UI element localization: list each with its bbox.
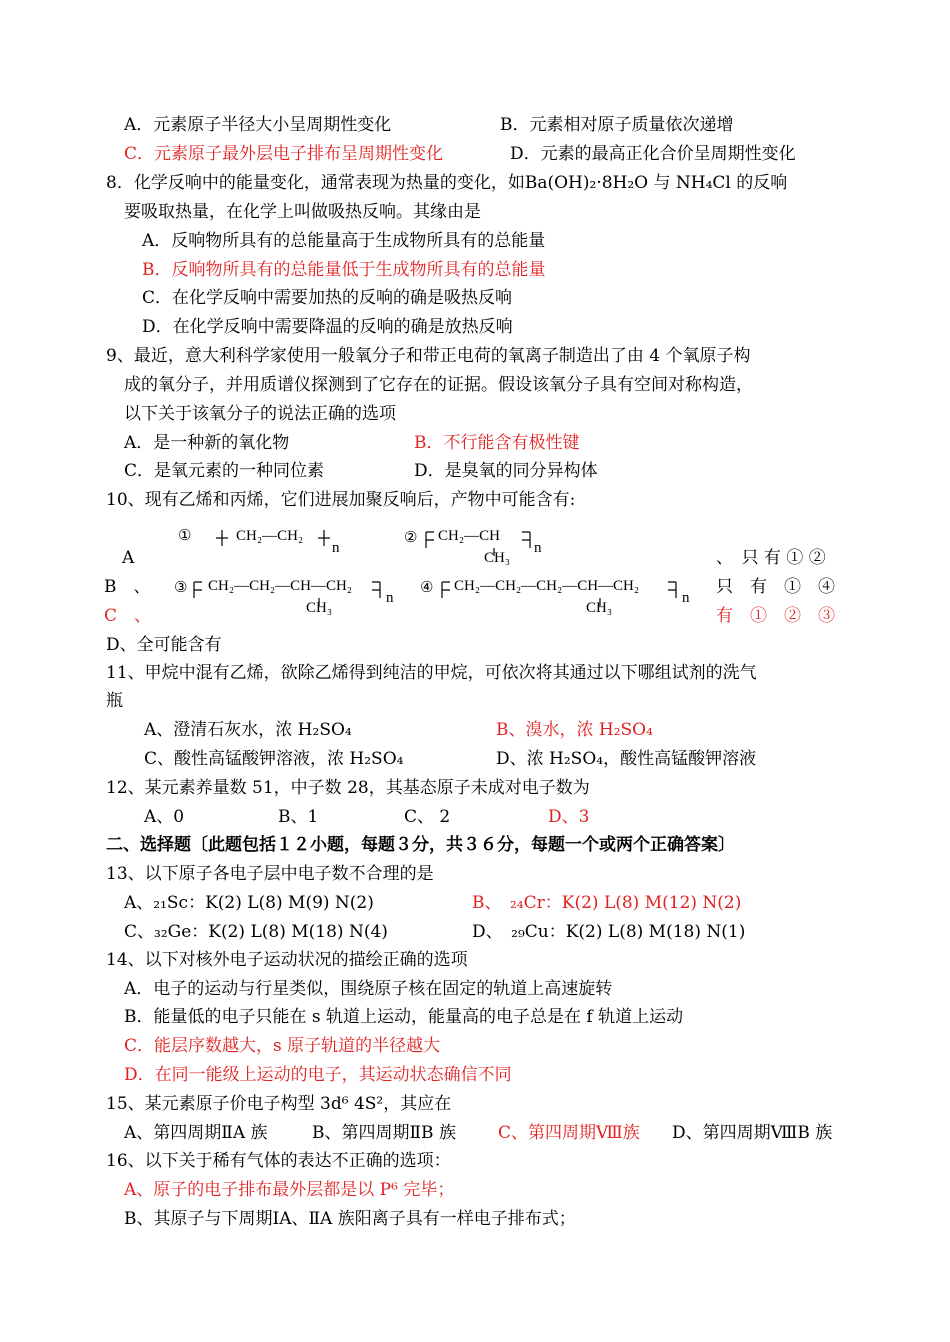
q14-option-a: A．电子的运动与行星类似，围绕原子核在固定的轨道上高速旋转: [124, 979, 613, 999]
q8-option-c: C．在化学反响中需要加热的反响的确是吸热反响: [142, 288, 513, 308]
q9-stem-line1: 9、最近，意大利科学家使用一般氧分子和带正电荷的氧离子制造出了由 4 个氧原子构: [106, 346, 751, 366]
q10-option-c-text: 有 ① ② ③: [716, 606, 835, 626]
polymer-2-substituent: CH₃: [484, 550, 511, 566]
q10-option-a-text: 、 只 有 ① ②: [716, 548, 826, 568]
q7-option-b: B．元素相对原子质量依次递增: [500, 115, 734, 135]
q14-option-b: B．能量低的电子只能在 s 轨道上运动，能量高的电子总是在 f 轨道上运动: [124, 1007, 684, 1027]
q13-option-d: D、 ₂₉Cu：K(2) L(8) M(18) N(1): [472, 922, 746, 942]
polymer-4-chain: CH₂—CH₂—CH₂—CH—CH₂: [454, 578, 640, 594]
q9-option-c: C．是氧元素的一种同位素: [124, 461, 325, 481]
q14-option-c: C．能层序数越大，s 原子轨道的半径越大: [124, 1036, 441, 1056]
polymer-4-number: ④: [420, 580, 434, 596]
q8-stem-line2: 要吸取热量，在化学上叫做吸热反响。其缘由是: [124, 202, 481, 222]
q11-option-d: D、浓 H₂SO₄，酸性高锰酸钾溶液: [496, 749, 757, 769]
q12-option-d: D、3: [548, 807, 590, 827]
polymer-2-n: n: [534, 540, 542, 556]
q11-option-b: B、溴水，浓 H₂SO₄: [496, 720, 653, 740]
q8-stem-text: 8．化学反响中的能量变化，通常表现为热量的变化，如: [106, 173, 525, 193]
q9-stem-line2: 成的氧分子，并用质谱仪探测到了它存在的证据。假设该氧分子具有空间对称构造，: [124, 375, 753, 395]
q15-option-b: B、第四周期ⅡB 族: [312, 1123, 456, 1143]
q16-option-a: A、原子的电子排布最外层都是以 P⁶ 完毕；: [124, 1180, 455, 1200]
q15-stem: 15、某元素原子价电子构型 3d⁶ 4S²，其应在: [106, 1094, 452, 1114]
q13-stem: 13、以下原子各电子层中电子数不合理的是: [106, 864, 434, 884]
q8-option-b: B．反响物所具有的总能量低于生成物所具有的总能量: [142, 260, 546, 280]
q8-stem-formula: Ba(OH)₂·8H₂O 与 NH₄Cl 的反响: [524, 173, 788, 193]
q12-stem: 12、某元素养量数 51，中子数 28，其基态原子未成对电子数为: [106, 778, 590, 798]
polymer-1-n: n: [332, 540, 340, 556]
q13-option-b: B、 ₂₄Cr：K(2) L(8) M(12) N(2): [472, 893, 742, 913]
q11-option-a: A、澄清石灰水，浓 H₂SO₄: [144, 720, 352, 740]
q10-stem: 10、现有乙烯和丙烯，它们进展加聚反响后，产物中可能含有:: [106, 490, 576, 510]
q15-option-c: C、第四周期Ⅷ族: [498, 1123, 640, 1143]
q9-option-d: D．是臭氧的同分异构体: [414, 461, 598, 481]
polymer-3-substituent: CH₃: [306, 600, 333, 616]
polymer-2-chain: CH₂—CH: [438, 528, 500, 544]
q10-label-b: B 、: [104, 577, 151, 597]
polymer-2-number: ②: [404, 530, 418, 546]
q8-option-d: D．在化学反响中需要降温的反响的确是放热反响: [142, 317, 513, 337]
q11-option-c: C、酸性高锰酸钾溶液，浓 H₂SO₄: [144, 749, 404, 769]
q9-stem-line3: 以下关于该氧分子的说法正确的选项: [124, 404, 396, 424]
q11-stem-line2: 瓶: [106, 691, 123, 711]
q12-option-b: B、1: [278, 807, 319, 827]
q7-option-d: D．元素的最高正化合价呈周期性变化: [510, 144, 796, 164]
q9-option-a: A．是一种新的氧化物: [124, 433, 290, 453]
q13-option-a: A、₂₁Sc：K(2) L(8) M(9) N(2): [124, 893, 374, 913]
q13-option-c: C、₃₂Ge：K(2) L(8) M(18) N(4): [124, 922, 388, 942]
q16-stem: 16、以下关于稀有气体的表达不正确的选项：: [106, 1151, 451, 1171]
section-2-heading: 二、选择题〔此题包括１２小题，每题３分，共３６分，每题一个或两个正确答案〕: [106, 835, 735, 855]
q14-option-d: D．在同一能级上运动的电子，其运动状态确信不同: [124, 1065, 512, 1085]
polymer-3-number: ③: [174, 580, 188, 596]
q9-option-b: B．不行能含有极性键: [414, 433, 580, 453]
q15-option-d: D、第四周期ⅧB 族: [672, 1123, 833, 1143]
q10-option-b-text: 只 有 ① ④: [716, 577, 835, 597]
q14-stem: 14、以下对核外电子运动状况的描绘正确的选项: [106, 950, 468, 970]
q10-option-d: D、全可能含有: [106, 635, 222, 655]
q16-option-b: B、其原子与下周期ⅠA、ⅡA 族阳离子具有一样电子排布式；: [124, 1209, 576, 1229]
q10-label-c: C 、: [104, 606, 152, 626]
polymer-1-chain: CH₂—CH₂: [236, 528, 304, 544]
polymer-4-substituent: CH₃: [586, 600, 613, 616]
q12-option-a: A、0: [144, 807, 185, 827]
polymer-3-n: n: [386, 590, 394, 606]
polymer-3-chain: CH₂—CH₂—CH—CH₂: [208, 578, 353, 594]
polymer-4-n: n: [682, 590, 690, 606]
q11-stem-line1: 11、甲烷中混有乙烯，欲除乙烯得到纯洁的甲烷，可依次将其通过以下哪组试剂的洗气: [106, 663, 757, 683]
q7-option-a: A．元素原子半径大小呈周期性变化: [124, 115, 392, 135]
polymer-1-number: ①: [178, 528, 192, 544]
q7-option-c: C．元素原子最外层电子排布呈周期性变化: [124, 144, 444, 164]
q8-option-a: A．反响物所具有的总能量高于生成物所具有的总能量: [142, 231, 546, 251]
q15-option-a: A、第四周期ⅡA 族: [124, 1123, 268, 1143]
q10-label-a: A: [122, 548, 135, 568]
q12-option-c: C、 2: [404, 807, 451, 827]
